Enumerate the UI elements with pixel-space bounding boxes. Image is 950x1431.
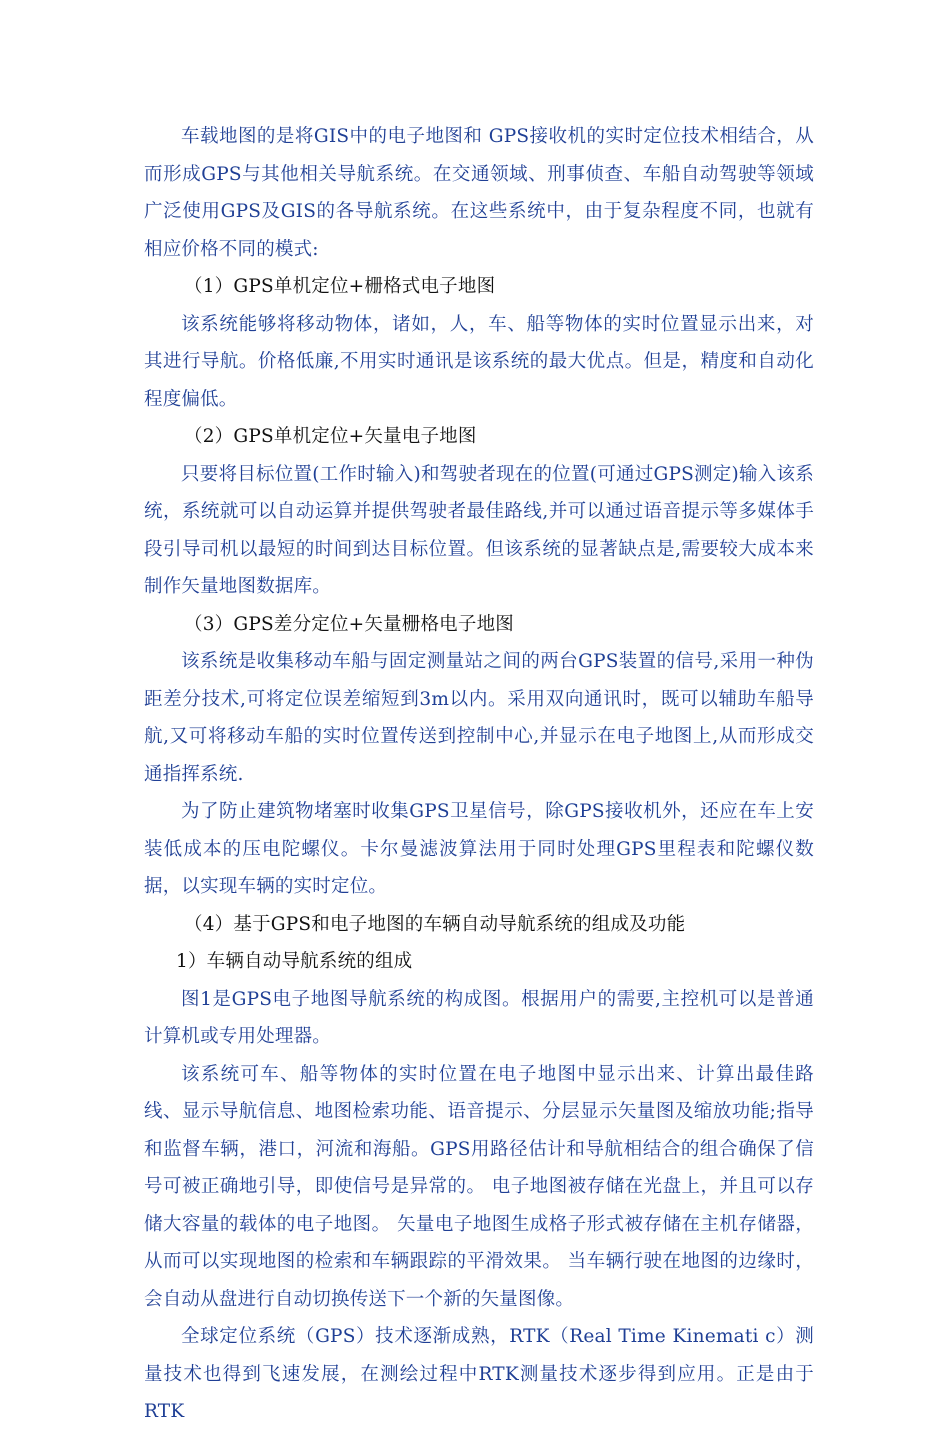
paragraph-gyroscope: 为了防止建筑物堵塞时收集GPS卫星信号，除GPS接收机外，还应在车上安装低成本的压电陀螺仪。卡尔曼滤波算法用于同时处理GPS里程表和陀螺仪数据，以实现车辆的实时定位。 — [144, 801, 814, 897]
heading-gps-vector-map: （2）GPS单机定位+矢量电子地图 — [184, 426, 477, 447]
paragraph-intro: 车载地图的是将GIS中的电子地图和 GPS接收机的实时定位技术相结合，从而形成GPS与其他相关导航系统。在交通领域、刑事侦查、车船自动驾驶等领域广泛使用GPS及GIS的各导航系统。在这些系统中，由于复杂程度不同，也就有相应价格不同的模式: — [144, 126, 814, 260]
subheading-system-composition: 1）车辆自动导航系统的组成 — [176, 951, 413, 972]
paragraph-vector-system: 只要将目标位置(工作时输入)和驾驶者现在的位置(可通过GPS测定)输入该系统，系统就可以自动运算并提供驾驶者最佳路线,并可以通过语音提示等多媒体手段引导司机以最短的时间到达目标位置。但该系统的显著缺点是,需要较大成本来制作矢量地图数据库。 — [144, 463, 814, 597]
heading-navigation-system: （4）基于GPS和电子地图的车辆自动导航系统的组成及功能 — [184, 913, 686, 935]
document-body — [144, 118, 814, 1431]
paragraph-figure-ref: 图1是GPS电子地图导航系统的构成图。根据用户的需要,主控机可以是普通计算机或专用处理器。 — [144, 988, 814, 1047]
paragraph-system-functions: 该系统可车、船等物体的实时位置在电子地图中显示出来、计算出最佳路线、显示导航信息、地图检索功能、语音提示、分层显示矢量图及缩放功能;指导和监督车辆，港口，河流和海船。GPS用路径估计和导航相结合的组合确保了信号可被正确地引导，即使信号是异常的。 电子地图被存储在光盘上，并且可以存储大容量的载体的电子地图。 矢量电子地图生成格子形式被存储在主机存储器，从而可以实现地图的检索和车辆跟踪的平滑效果。 当车辆行驶在地图的边缘时，会自动从盘进行自动切换传送下一个新的矢量图像。 — [144, 1063, 814, 1310]
paragraph-raster-system: 该系统能够将移动物体，诸如，人，车、船等物体的实时位置显示出来，对其进行导航。价格低廉,不用实时通讯是该系统的最大优点。但是，精度和自动化程度偏低。 — [144, 313, 814, 410]
heading-gps-raster-map: （1）GPS单机定位+栅格式电子地图 — [184, 276, 496, 297]
paragraph-rtk: 全球定位系统（GPS）技术逐渐成熟，RTK（Real Time Kinemati c）测量技术也得到飞速发展，在测绘过程中RTK测量技术逐步得到应用。正是由于RTK — [144, 1326, 814, 1422]
heading-gps-differential: （3）GPS差分定位+矢量栅格电子地图 — [184, 613, 514, 635]
paragraph-differential-system: 该系统是收集移动车船与固定测量站之间的两台GPS装置的信号,采用一种伪距差分技术,可将定位误差缩短到3m以内。采用双向通讯时，既可以辅助车船导航,又可将移动车船的实时位置传送到控制中心,并显示在电子地图上,从而形成交通指挥系统. — [144, 651, 814, 785]
